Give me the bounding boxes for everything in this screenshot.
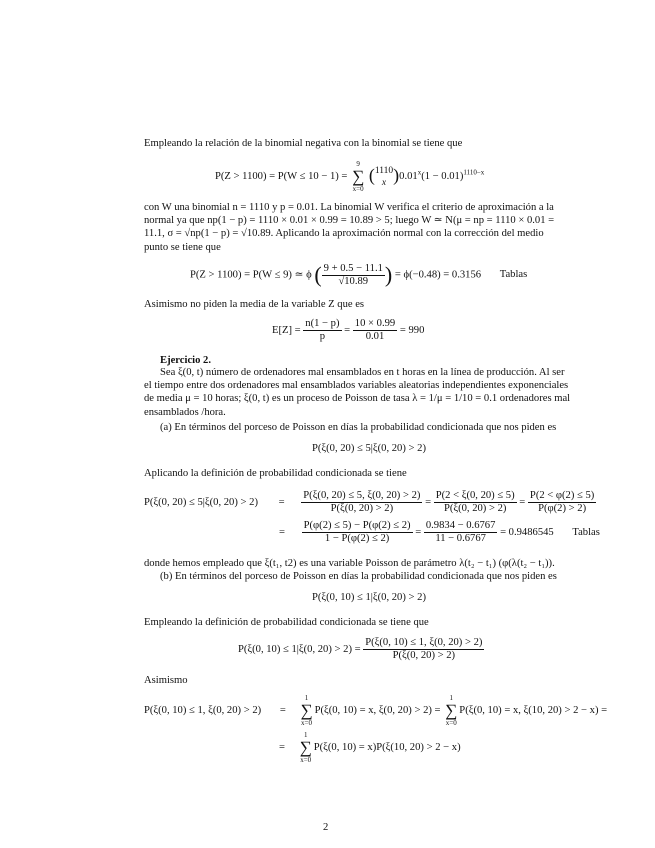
eq5-f3n: P(2 < φ(2) ≤ 5) bbox=[529, 490, 595, 501]
equation-conditional-row1: P(ξ(0, 20) ≤ 5|ξ(0, 20) > 2) = $\frac{P(\xi(0, 20) \le 5, \xi(0, 20) > 2)}{P(\xi(0, 20) > 2)}$ = $\frac{P(2 < \xi(0, 20) \le 5)}{P(\xi(0, 20) > 2)}$ = $\frac{P(2 < \varphi(2) \le 5)}{P(\varphi(2) > 2)}$ bbox=[144, 490, 595, 514]
eq8-term3: P(ξ(0, 10) = x)P(ξ(10, 20) > 2 − x) bbox=[313, 741, 461, 753]
paragraph-part-b: (b) En términos del porceso de Poisson en días la probabilidad condicionada que nos piden es bbox=[160, 571, 557, 582]
eq3-num1: n(1 − p) bbox=[305, 318, 340, 329]
sum-bottom: x=0 bbox=[300, 756, 312, 764]
eq1-base2: (1 − 0.01) bbox=[421, 170, 464, 182]
equation-sum-row1: P(ξ(0, 10) ≤ 1, ξ(0, 20) > 2) = 1 ∑ x=0 P(ξ(0, 10) = x, ξ(0, 20) > 2) = 1 ∑ x=0 P(ξ(0, 10) = x, ξ(10, 20) > 2 − x) = bbox=[144, 694, 608, 727]
equation-expectation: E[Z] = $\frac{n(1 - p)}{p}$ = $\frac{10 \times 0.99}{0.01}$ = 990 bbox=[272, 318, 425, 342]
paragraph-definition-a: Aplicando la definición de probabilidad condicionada se tiene bbox=[144, 468, 407, 479]
sum-top: 1 bbox=[449, 694, 453, 702]
eq2-rhs: = ϕ(−0.48) = 0.3156 bbox=[394, 269, 482, 281]
paragraph-poisson-param: donde hemos empleado que ξ(t₁, t2) es una variable Poisson de parámetro λ(t₂ − t₁) (φ(λ(t₂ − t₁)). bbox=[144, 558, 555, 569]
eq5-f5d: 11 − 0.6767 bbox=[435, 533, 486, 544]
binom-top: 1110 bbox=[374, 165, 394, 176]
eq3-den2: 0.01 bbox=[365, 331, 385, 342]
eq2-num: 9 + 0.5 − 11.1 bbox=[323, 262, 383, 274]
line: con W una binomial n = 1110 y p = 0.01. La binomial W verifica el criterio de aproximación a la bbox=[144, 202, 554, 213]
eq5-lhs: P(ξ(0, 20) ≤ 5|ξ(0, 20) > 2) bbox=[144, 496, 258, 508]
eq2-note: Tablas bbox=[499, 269, 528, 281]
eq5-f2d: P(ξ(0, 20) > 2) bbox=[443, 503, 507, 514]
eq2-fraction bbox=[322, 263, 385, 288]
eq7-den: P(ξ(0, 20) > 2) bbox=[392, 650, 456, 661]
eq5-f2n: P(2 < ξ(0, 20) ≤ 5) bbox=[435, 490, 515, 501]
eq3-den1: p bbox=[319, 331, 326, 342]
eq8-term1: P(ξ(0, 10) = x, ξ(0, 20) > 2) = bbox=[314, 704, 441, 716]
sum-sign: 9 ∑ x=0 bbox=[352, 160, 365, 193]
line: de media μ = 10 horas; ξ(0, t) es un proceso de Poisson de tasa λ = 1/μ = 1/10 = 0.1 ordenadores mal bbox=[144, 393, 571, 405]
line: ensamblados /hora. bbox=[144, 406, 226, 418]
line: punto se tiene que bbox=[144, 241, 221, 253]
eq7-lhs: P(ξ(0, 10) ≤ 1|ξ(0, 20) > 2) = bbox=[238, 643, 361, 655]
eq8-eq2: = bbox=[279, 741, 285, 753]
eq5-f1d: P(ξ(0, 20) > 2) bbox=[330, 503, 394, 514]
binomial-coefficient: ( 1110 x ) bbox=[368, 164, 400, 188]
eq7-num: P(ξ(0, 10) ≤ 1, ξ(0, 20) > 2) bbox=[365, 637, 483, 648]
eq2-lhs: P(Z > 1100) = P(W ≤ 9) ≃ ϕ bbox=[190, 269, 312, 281]
eq8-eq1: = bbox=[279, 704, 286, 716]
eq5-f4d: 1 − P(φ(2) ≤ 2) bbox=[324, 533, 390, 544]
eq3-num2: 10 × 0.99 bbox=[354, 318, 396, 329]
eq5-eq2: = bbox=[279, 526, 285, 538]
eq8-lhs: P(ξ(0, 10) ≤ 1, ξ(0, 20) > 2) bbox=[144, 704, 262, 716]
line: Sea ξ(0, t) número de ordenadores mal ensamblados en t horas en la línea de producción. Al ser bbox=[160, 367, 565, 378]
eq5-value: = 0.9486545 bbox=[500, 526, 554, 538]
paragraph-exercise2 bbox=[144, 366, 636, 419]
eq5-f3d: P(φ(2) > 2) bbox=[538, 503, 587, 514]
eq1-lhs: P(Z > 1100) = P(W ≤ 10 − 1) = bbox=[215, 170, 348, 182]
eq1-exp1: x bbox=[417, 168, 422, 177]
eq5-f5n: 0.9834 − 0.6767 bbox=[425, 520, 496, 531]
eq1-exp2: 1110−x bbox=[463, 168, 485, 177]
eq3-rhs: = 990 bbox=[399, 324, 425, 336]
sum-bottom: x=0 bbox=[301, 719, 312, 727]
eq5-eq1: = bbox=[278, 496, 285, 508]
equation-conditional-b: P(ξ(0, 10) ≤ 1|ξ(0, 20) > 2) bbox=[312, 592, 426, 603]
eq5-f1n: P(ξ(0, 20) ≤ 5, ξ(0, 20) > 2) bbox=[303, 490, 421, 501]
equation-binomial-sum bbox=[215, 160, 484, 193]
paragraph-media: Asimismo no piden la media de la variable Z que es bbox=[144, 299, 365, 310]
equation-sum-row2: = 1 ∑ x=0 P(ξ(0, 10) = x)P(ξ(10, 20) > 2 − x) bbox=[279, 731, 461, 764]
exercise-heading: Ejercicio 2. bbox=[160, 355, 211, 366]
sum-top: 9 bbox=[356, 160, 360, 168]
paragraph-definition-b: Empleando la definición de probabilidad condicionada se tiene que bbox=[144, 617, 429, 628]
sum-bottom: x=0 bbox=[445, 719, 457, 727]
equation-conditional-b-def bbox=[238, 637, 484, 662]
line: normal ya que np(1 − p) = 1110 × 0.01 × 0.99 = 10.89 > 5; luego W ≃ N(μ = np = 1110 × 0.01 = bbox=[144, 215, 555, 227]
paragraph-intro: Empleando la relación de la binomial negativa con la binomial se tiene que bbox=[144, 138, 463, 149]
equation-normal-approx: P(Z > 1100) = P(W ≤ 9) ≃ ϕ ( $\frac{9 + 0.5 - 11.1}{√10.89}$ ) = ϕ(−0.48) = 0.3156 Tablas bbox=[190, 262, 528, 287]
equation-conditional-row2: = $\frac{P(\varphi(2) \le 5) - P(\varphi(2) \le 2)}{1 - P(\varphi(2) \le 2)}$ = $\frac{0.9834 - 0.6767}{11 - 0.6767}$ = 0.9486545 Tablas bbox=[279, 520, 600, 544]
binom-bottom: x bbox=[381, 177, 387, 188]
eq5-note: Tablas bbox=[572, 526, 600, 538]
eq3-lhs: E[Z] = bbox=[272, 324, 301, 336]
eq2-den: √10.89 bbox=[338, 275, 369, 287]
sum-top: 1 bbox=[304, 694, 309, 702]
sum-top: 1 bbox=[303, 731, 308, 739]
line: 11.1, σ = √np(1 − p) = √10.89. Aplicando la aproximación normal con la corrección del medio bbox=[144, 228, 544, 240]
eq5-f4n: P(φ(2) ≤ 5) − P(φ(2) ≤ 2) bbox=[303, 520, 411, 531]
paragraph-part-a: (a) En términos del porceso de Poisson en días la probabilidad condicionada que nos piden es bbox=[160, 422, 557, 433]
page-number: 2 bbox=[323, 822, 329, 833]
sum-bottom: x=0 bbox=[352, 185, 364, 193]
line: el tiempo entre dos ordenadores mal ensamblados variables aleatorias independientes exponenciales bbox=[144, 380, 569, 392]
equation-conditional-a: P(ξ(0, 20) ≤ 5|ξ(0, 20) > 2) bbox=[312, 443, 426, 454]
paragraph-normal-approx bbox=[144, 201, 636, 254]
paragraph-asimismo: Asimismo bbox=[144, 675, 188, 686]
eq8-term2: P(ξ(0, 10) = x, ξ(10, 20) > 2 − x) = bbox=[459, 704, 608, 716]
eq1-base: 0.01 bbox=[399, 170, 418, 182]
